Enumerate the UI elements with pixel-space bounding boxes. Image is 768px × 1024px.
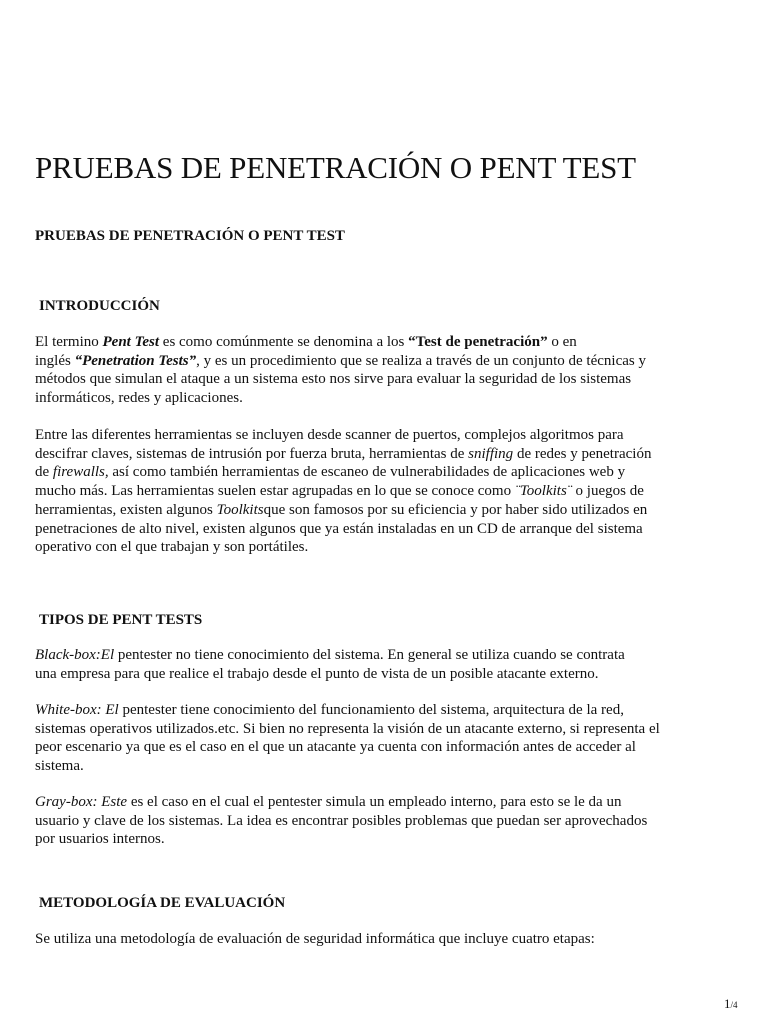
methodology-paragraph: [35, 930, 735, 949]
text-line: informáticos, redes y aplicaciones.: [35, 390, 243, 407]
text-run: o juegos de: [571, 483, 644, 500]
text-line: [35, 501, 735, 520]
text-line: [35, 646, 735, 665]
black-box-paragraph: [35, 646, 735, 683]
text-run: herramientas, existen algunos: [35, 501, 217, 518]
italic-term: sniffing: [468, 445, 514, 462]
page-number: [724, 996, 738, 1012]
text-line: peor escenario ya que es el caso en el que un atacante ya cuenta con información antes de acceder al: [35, 739, 636, 756]
text-line: penetraciones de alto nivel, existen algunos que ya están instaladas en un CD de arranque del sistema: [35, 520, 643, 537]
page-current: 1: [724, 996, 731, 1011]
text-line: operativo con el que trabajan y son portátiles.: [35, 539, 309, 556]
italic-term: ¨Toolkits¨: [514, 483, 572, 500]
text-run: pentester tiene conocimiento del funcionamiento del sistema, arquitectura de la red,: [118, 702, 624, 718]
text-run: es el caso en el cual el pentester simula un empleado interno, para esto se le da un: [127, 794, 622, 810]
text-run: , y es un procedimiento que se realiza a través de un conjunto de técnicas y: [196, 352, 646, 369]
italic-term: Toolkits: [216, 501, 264, 518]
italic-label: Gray-box: Este: [35, 794, 128, 810]
text-run: descifrar claves, sistemas de intrusión por fuerza bruta, herramientas de: [35, 445, 469, 462]
italic-term: firewalls,: [52, 464, 109, 481]
intro-heading: INTRODUCCIÓN: [39, 298, 160, 314]
text-run: que son famosos por su eficiencia y por haber sido utilizados en: [263, 501, 648, 518]
document-subtitle: PRUEBAS DE PENETRACIÓN O PENT TEST: [35, 228, 345, 244]
page-title: PRUEBAS DE PENETRACIÓN O PENT TEST: [35, 150, 636, 185]
text-line: [35, 482, 735, 501]
text-line: Se utiliza una metodología de evaluación de seguridad informática que incluye cuatro etapas:: [35, 931, 595, 947]
text-line: Entre las diferentes herramientas se incluyen desde scanner de puertos, complejos algoritmos para: [35, 427, 624, 443]
methodology-heading: METODOLOGÍA DE EVALUACIÓN: [39, 895, 286, 911]
intro-paragraph-2: [35, 426, 735, 557]
text-line: sistemas operativos utilizados.etc. Si bien no representa la visión de un atacante externo, si representa el: [35, 720, 660, 737]
text-line: métodos que simulan el ataque a un sistema esto nos sirve para evaluar la seguridad de los sistemas: [35, 371, 632, 388]
text-run: es como comúnmente se denomina a los: [159, 334, 409, 350]
text-run: pentester no tiene conocimiento del sistema. En general se utiliza cuando se contrata: [114, 647, 625, 663]
bold-italic-term: Pent Test: [102, 334, 160, 350]
white-box-paragraph: [35, 701, 735, 776]
text-run: o en: [547, 334, 577, 350]
bold-italic-term: “Penetration Tests”: [74, 352, 197, 369]
text-run: mucho más. Las herramientas suelen estar agrupadas en lo que se conoce como: [35, 483, 515, 500]
types-heading: TIPOS DE PENT TESTS: [39, 612, 203, 628]
bold-term: “Test de penetración”: [408, 334, 548, 350]
text-run: El termino: [35, 334, 103, 350]
text-line: una empresa para que realice el trabajo desde el punto de vista de un posible atacante externo.: [35, 665, 599, 682]
text-line: [35, 445, 735, 464]
text-run: de redes y penetración: [513, 445, 652, 462]
text-line: por usuarios internos.: [35, 831, 165, 848]
text-line: [35, 793, 735, 812]
page-total: /4: [730, 1000, 738, 1010]
italic-label: Black-box:El: [35, 647, 115, 663]
gray-box-paragraph: [35, 793, 735, 849]
italic-label: White-box: El: [35, 702, 119, 718]
intro-paragraph-1: [35, 333, 735, 408]
text-run: de: [35, 464, 53, 481]
text-run: así como también herramientas de escaneo de vulnerabilidades de aplicaciones web y: [108, 464, 626, 481]
text-line: sistema.: [35, 758, 84, 775]
text-line: [35, 352, 735, 371]
text-line: [35, 333, 735, 352]
text-line: [35, 463, 735, 482]
text-line: [35, 701, 735, 720]
text-run: inglés: [35, 352, 75, 369]
text-line: usuario y clave de los sistemas. La idea es encontrar posibles problemas que puedan ser aprovechados: [35, 812, 648, 829]
